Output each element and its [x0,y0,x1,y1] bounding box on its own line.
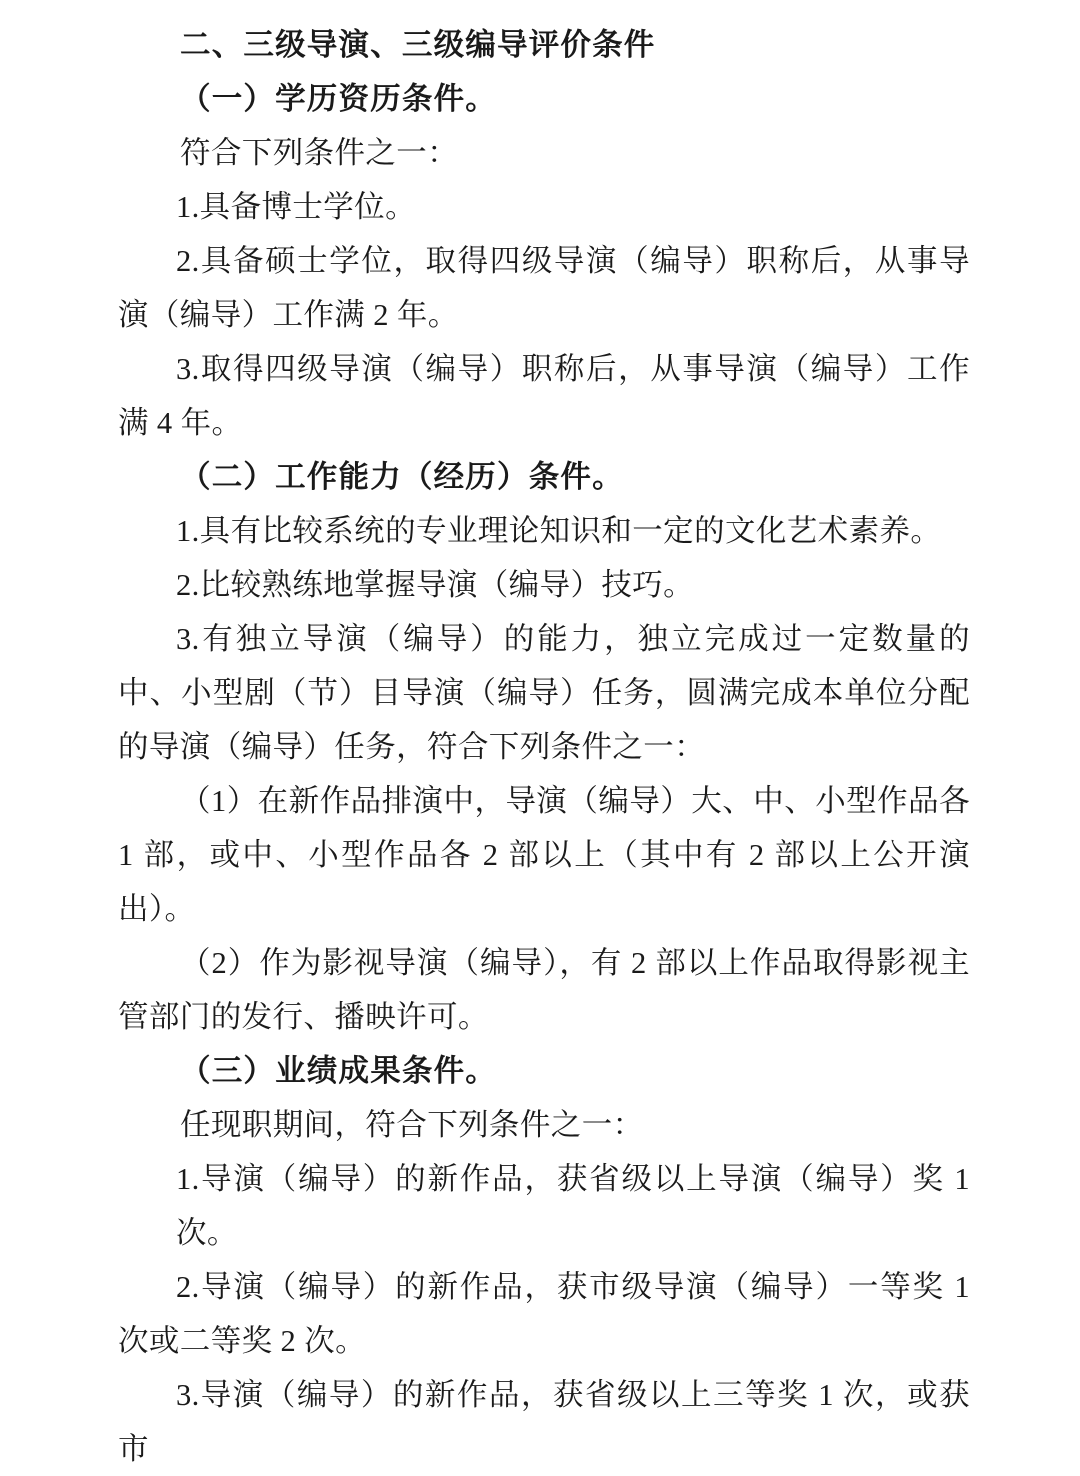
subsection-one-item-2: 2.具备硕士学位，取得四级导演（编导）职称后，从事导演（编导）工作满 2 年。 [118,244,970,332]
subsection-heading-two: （二）工作能力（经历）条件。 [180,460,624,494]
subsection-two-item-1: 1.具有比较系统的专业理论知识和一定的文化艺术素养。 [176,514,942,548]
subsection-heading-three: （三）业绩成果条件。 [180,1054,497,1088]
subsection-one-lead: 符合下列条件之一： [180,136,459,170]
section-heading-two: 二、三级导演、三级编导评价条件 [180,28,656,62]
subsection-three-item-2: 2.导演（编导）的新作品，获市级导演（编导）一等奖 1 次或二等奖 2 次。 [118,1270,979,1358]
subsection-three-item-3: 3.导演（编导）的新作品，获省级以上三等奖 1 次，或获市 [118,1378,970,1466]
subsection-two-item-3: 3.有独立导演（编导）的能力，独立完成过一定数量的中、小型剧（节）目导演（编导）任务，圆满完成本单位分配的导演（编导）任务，符合下列条件之一： [118,622,970,764]
subsection-two-item-3-sub-1: （1）在新作品排演中，导演（编导）大、中、小型作品各 1 部，或中、小型作品各 2 部以上（其中有 2 部以上公开演出）。 [118,784,979,926]
subsection-three-lead: 任现职期间，符合下列条件之一： [180,1108,644,1142]
subsection-two-item-3-sub-2: （2）作为影视导演（编导），有 2 部以上作品取得影视主管部门的发行、播映许可。 [118,946,970,1034]
subsection-two-item-2: 2.比较熟练地掌握导演（编导）技巧。 [176,568,695,602]
subsection-one-item-1: 1.具备博士学位。 [176,190,416,224]
subsection-three-item-1: 1.导演（编导）的新作品，获省级以上导演（编导）奖 1 次。 [176,1162,979,1250]
subsection-one-item-3: 3.取得四级导演（编导）职称后，从事导演（编导）工作满 4 年。 [118,352,970,440]
subsection-heading-one: （一）学历资历条件。 [180,82,497,116]
